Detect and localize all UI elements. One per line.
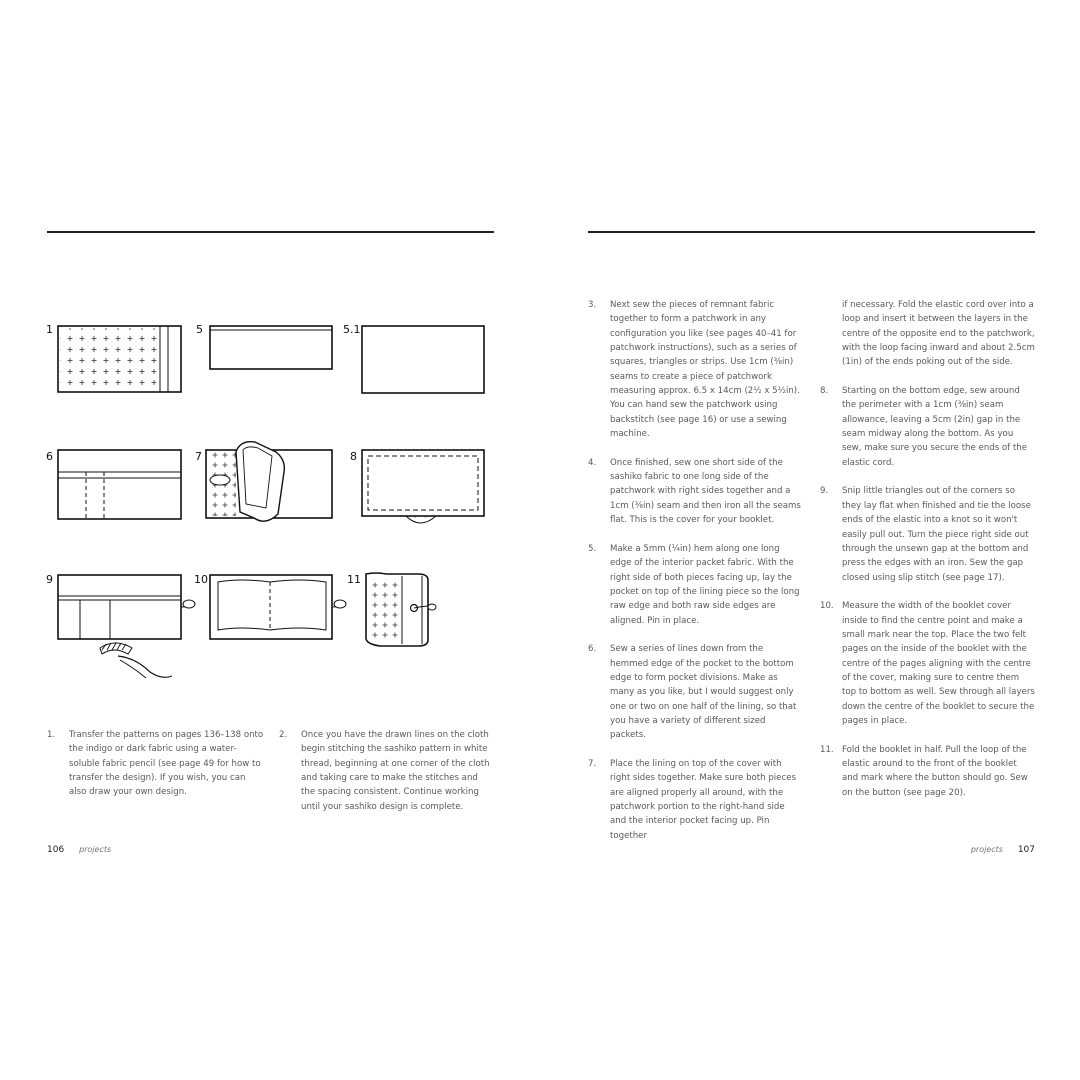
right-page-column-1 [588,298,802,857]
step-text: Next sew the pieces of remnant fabric together to form a patchwork in any configuration you like (see pages 40–41 for patchwork instructions), such as a series of squares, triangles or strips. Use 1cm (⅜in) seams to create a piece of patchwork measuring approx. 6.5 x 14cm (2½ x 5½in). You can hand sew the patchwork using backstitch (see page 16) or use a sewing machine. [610,300,800,440]
step-text: Sew a series of lines down from the hemmed edge of the pocket to the bottom edge to form pocket divisions. Make as many as you like, but I would suggest only one or two on one half of the lining, so that you have a variety of different sized packets. [610,644,797,741]
section-name: projects [79,845,112,854]
step-number: 1. [47,730,56,740]
right-page-top-rule [588,231,1035,233]
step-7-continued [820,298,1035,370]
fig-label-7: 7 [195,450,202,463]
fig-label-5-1: 5.1 [343,323,361,336]
fig-label-5: 5 [196,323,203,336]
fig-label-1: 1 [46,323,53,336]
step-text: Transfer the patterns on pages 136–138 onto the indigo or dark fabric using a water-soluble fabric pencil (see page 49 for how to transfer the design). If you wish, you can also draw your own design. [69,730,264,798]
left-page-column-2 [279,728,491,828]
step-text: Measure the width of the booklet cover inside to find the centre point and make a small mark near the top. Place the two felt pages on the inside of the booklet with the centre of the pages aligning with the centre of the cover, making sure to centre them top to bottom as well. Sew through all layers down the centre of the booklet to secure the pages in place. [842,601,1035,726]
step-2 [279,728,491,814]
step-number: 10. [820,601,834,612]
right-page-column-2 [820,298,1035,814]
figure-11 [366,573,436,646]
step-number: 3. [588,300,597,310]
step-8 [820,384,1035,470]
step-text: Once finished, sew one short side of the sashiko fabric to one long side of the patchwork with right sides together and a 1cm (⅜in) seam and then iron all the seams flat. This is the cover for your booklet. [610,457,801,526]
figure-1 [58,326,181,392]
right-page-folio [971,845,1035,855]
left-page-column-1 [47,728,265,814]
step-number: 2. [279,730,288,740]
step-number: 11. [820,744,834,755]
step-number: 9. [820,486,829,497]
step-number: 8. [820,386,829,397]
step-text: if necessary. Fold the elastic cord over into a loop and insert it between the layers in the centre of the opposite end to the patchwork, with the loop facing inward and about 2.5cm (1in) of the ends poking out of the side. [842,300,1035,368]
fig-label-6: 6 [46,450,53,463]
step-text: Once you have the drawn lines on the cloth begin stitching the sashiko pattern in white thread, beginning at one corner of the cloth and taking care to make the stitches and the spacing consistent. Continue working until your sashiko design is complete. [301,730,490,812]
step-number [820,298,842,370]
step-text: Make a 5mm (¼in) hem along one long edge of the interior packet fabric. With the right side of both pieces facing up, lay the pocket on top of the lining piece so the long raw edge and both raw side edges are aligned. Pin in place. [610,543,800,626]
step-5 [588,542,802,628]
fig-label-10: 10 [194,573,208,586]
figure-5 [210,326,332,369]
figure-9 [58,575,195,678]
fig-label-9: 9 [46,573,53,586]
section-name: projects [970,845,1003,854]
instruction-illustrations [40,300,500,700]
step-number: 4. [588,457,597,468]
step-text: Place the lining on top of the cover with right sides together. Make sure both pieces are aligned properly all around, with the patchwork portion to the right-hand side and the interior pocket facing up. Pin together [610,759,796,841]
step-text: Starting on the bottom edge, sew around the perimeter with a 1cm (⅜in) seam allowance, leaving a 5cm (2in) gap in the seam midway along the bottom. As you sew, make sure you secure the ends of the elastic cord. [842,386,1028,468]
left-page-top-rule [47,231,494,233]
step-4 [588,456,802,528]
illustration-svg [40,300,500,700]
step-6 [588,642,802,742]
step-7 [588,757,802,843]
figure-8 [362,450,484,523]
step-10 [820,599,1035,728]
figure-10 [210,575,346,639]
step-11 [820,743,1035,800]
step-1 [47,728,265,800]
step-number: 5. [588,543,597,554]
figure-7 [206,442,332,521]
fig-label-8: 8 [350,450,357,463]
step-text: Fold the booklet in half. Pull the loop of the elastic around to the front of the booklet and mark where the button should go. Sew on the button (see page 20). [842,744,1028,798]
fig-label-11: 11 [347,573,361,586]
page-number: 107 [1017,845,1035,855]
figure-5-1 [362,326,484,393]
step-number: 6. [588,644,597,655]
step-9 [820,484,1035,584]
step-number: 7. [588,759,597,769]
page-number: 106 [47,845,65,855]
left-page-folio [47,845,111,855]
figure-6 [58,450,181,519]
step-text: Snip little triangles out of the corners so they lay flat when finished and tie the loose ends of the elastic into a knot so it won't easily pull out. Turn the piece right side out through the unsewn gap at the bottom and press the edges with an iron. Sew the gap closed using slip stitch (see page 17). [842,486,1031,583]
step-3 [588,298,802,441]
